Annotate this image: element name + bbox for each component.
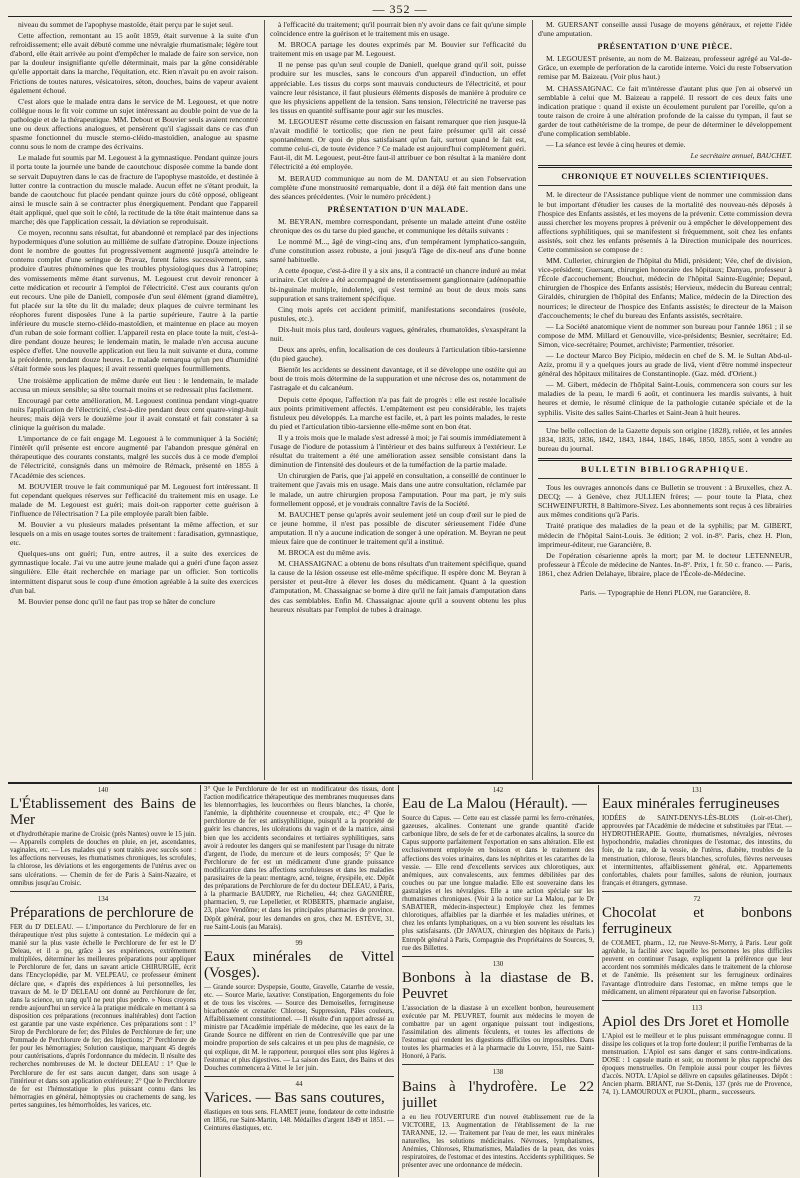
- printer-line: Paris. — Typographie de Henri PLON, rue Garancière, 8.: [579, 587, 751, 597]
- ad-text: Source du Capus. — Cette eau est classée parmi les ferro-crénatées, gazeuses, alcalines. Contenant une grande quantité d'acide carbonique libre, de sels de fer et de carbonates alcalins, la source du Capus supporte parfaitement l'exportation en sans altération. Elle est exclusivement employée en boisson et dans le traitement des affections des voies urinaires, dans les néphrites et les catarrhes de la vessie. — Elle rend d'excellents services aux chlorotiques, aux anémiques, aux convalescents, aux femmes débilitées par des couches ou par une longue maladie. Elle est souveraine dans les gastralgies et les névralgies. Elle a une action spéciale sur les rhumatismes chroniques. (Voir à la notice sur La Malou, par le Dr SABATIER, médecin-inspecteur.) Employée chez les femmes chlorotiques, affaiblies par la diarrhée et les maladies utérines, et chez les enfants lymphatiques, on a vu bien souvent les résultats les plus satisfaisants. (Dr JAVAUX, chirurgien des hôpitaux de Paris.) Entrepôt général à Paris, Compagnie des Propriétaires de Sources, 9, rue des Billettes.: [402, 815, 594, 952]
- chronique-heading: CHRONIQUE ET NOUVELLES SCIENTIFIQUES.: [561, 172, 769, 182]
- ad-number: 142: [492, 786, 504, 794]
- paragraph: Il y a trois mois que le malade s'est adressé à moi; je l'ai soumis immédiatement à l'usage de l'iodure de potassium à l'intérieur et des bains sulfureux à l'extérieur. Le résultat du traitement a été une amélioration assez sensible consistant dans la diminution de l'intensité des douleurs et de la tuméfaction de la partie malade.: [270, 432, 526, 470]
- ad-column-2: [204, 786, 394, 1176]
- paragraph: Un chirurgien de Paris, que j'ai appelé en consultation, a conseillé de continuer le traitement que j'avais mis en usage. Mais dans une autre consultation, réclamée par le malade, un autre chirurgien proposa l'amputation. Pour ma part, je m'y suis formellement opposé, et je voudrais connaître l'avis de la Société.: [270, 471, 526, 508]
- ad-headline: Apiol des Drs Joret et Homolle: [602, 1013, 790, 1030]
- ad-divider: [10, 891, 196, 892]
- paragraph: M. BROCA partage les doutes exprimés par M. Bouvier sur l'efficacité du traitement mis en usage par M. Legouest.: [270, 40, 526, 59]
- bulletin-note: Tous les ouvrages annoncés dans ce Bulletin se trouvent : à Bruxelles, chez A. DECQ; — à Genève, chez JULLIEN frères; — pour toute la Plata, chez SCHWEINFURTH, 8 Baltimore-Sivez. Les abonnements sont reçus à ces librairies aux mêmes conditions qu'à Paris.: [538, 483, 792, 520]
- paragraph: Dix-huit mois plus tard, douleurs vagues, générales, rhumatoïdes, s'exaspérant la nuit.: [270, 324, 526, 343]
- bulletin-entry: Traité pratique des maladies de la peau et de la syphilis; par M. GIBERT, médecin de l'hôpital Saint-Louis. 3e édition; 2 vol. in-8°. Paris, chez H. Plon, imprimeur-éditeur, rue Garancière, 8.: [538, 521, 792, 549]
- paragraph: Il ne pense pas qu'un seul couple de Daniell, quelque grand qu'il soit, puisse produire sur les muscles, sans le concours d'un appareil d'induction, un effet appréciable. Les tissus du corps sont mauvais conducteurs de l'électricité, et pour vaincre leur résistance, il faut plusieurs éléments disposés de manière à produire ce que les physiciens appellent de la tension. Sans tension, l'électricité ne traverse pas les tissus en quantité suffisante pour agir sur les muscles.: [270, 60, 526, 115]
- column-divider: [264, 20, 265, 780]
- paragraph: niveau du sommet de l'apophyse mastoïde, était perçu par le sujet seul.: [18, 20, 233, 29]
- paragraph: M. LEGOUEST résume cette discussion en faisant remarquer que rien jusque-là n'avait modifié le torticolis; que rien ne peut faire présumer qu'il ait cessé spontanément. Or quoi de plus satisfaisant qu'un fait, surtout quand le fait est, comme celui-ci, de toute évidence ? Ce malade est aujourd'hui complètement guéri. Faut-il, dit M. Legouest, peut-être faut-il attribuer ce bon résultat à la manière dont l'électricité a été employée.: [270, 116, 526, 172]
- ad-number: 113: [691, 1003, 703, 1012]
- ad-number: 99: [295, 938, 303, 947]
- ad-text: de COLMET, pharm., 12, rue Neuve-St-Merry, à Paris. Leur goût agréable, la facilité avec laquelle les personnes les plus difficiles peuvent en continuer l'usage, expliquent la préférence que leur accordent nos sommités médicales dans le traitement de la chlorose et de l'anémie. Ils présentent sur les ferrugineux ordinaires l'avantage d'introduire dans l'estomac, en même temps que le médicament, un aliment réparateur qui en favorise l'absorption.: [602, 940, 792, 996]
- gazette-notice: Une belle collection de la Gazette depuis son origine (1828), reliée, et les années 1834, 1835, 1836, 1842, 1843, 1844, 1845, 1846, 1850, 1855, sont à vendre au bureau du journal.: [538, 425, 792, 453]
- ad-column-3: [402, 786, 594, 1176]
- ad-headline: Chocolat et bonbons ferrugineux: [602, 905, 792, 938]
- ad-divider: [602, 891, 792, 892]
- ad-text: FER du D' DELEAU. — L'importance du Perchlorure de fer en thérapeutique n'est plus sujette à contestation. Le médecin qui a manié sur la plus vaste échelle le Perchlorure de fer est le D' Deleau, et il a pu, grâce à ses expériences, extrêmement multipliées, déterminer les meilleures préparations pour appliquer le Perchlorure de fer, dans un savant article CHIRURGIE, écrit dans l'Encyclopédie, par M. VELPEAU, ce professeur éminent déclare que, « d'après des expériences à lui personnelles, les travaux de M. le D' DELEAU ont donné au Perchlorure de fer, dans la science, un rang qu'il ne peut plus perdre. » Nous croyons rendre aujourd'hui un service à la pratique médicale en mettant à sa disposition ces préparations (reconnues inaltérables) dont l'action est garantie par une vaste expérience. Ces préparations sont : 1° Sirop de Perchlorure de fer; des Pilules de Perchlorure de fer; une Pommade de Perchlorure de fer; des Injections; 2° Perchlorure de fer pour les hémorragies; Solution caustique, marquant 45 degrés pour cautérisations, d'après l'ordonnance du médecin. Il résulte des recherches nombreuses de M. le docteur DELEAU : 1° Que le Perchlorure de fer est sans aucun danger, dans son usage à l'intérieur et dans son application extérieure; 2° Que le Perchlorure de fer est l'hémostatique le plus puissant connu dans les hémorragies en général, hémoptysies ou crachements de sang, les pertes sanguines, les hémorrhoïdes, les varices, etc.: [10, 923, 196, 1109]
- paragraph: Cette affection, remontant au 15 août 1859, était survenue à la suite d'un refroidissement; elle avait débuté comme une névralgie rhumatismale; légère tout d'abord, elle était arrivée au point d'empêcher le malade de faire son service, non par la douleur insignifiante qu'elle déterminait, mais par la gêne considérable qu'elle apportait dans la marche, l'équitation, etc. Rien n'avait pu en avoir raison. Frictions de toutes natures, vésicatoires, séton, douches, bains de vapeur avaient également échoué.: [10, 31, 258, 95]
- paragraph: à l'efficacité du traitement; qu'il pourrait bien n'y avoir dans ce fait qu'une simple coïncidence entre la guérison et le traitement mis en usage.: [270, 20, 526, 39]
- paragraph: M. LEGOUEST présente, au nom de M. Baizeau, professeur agrégé au Val-de-Grâce, un exemple de perforation de la carotide interne. Voici du reste l'observation remise par M. Baizeau. (Voir plus haut.): [538, 54, 792, 82]
- ad-divider: [402, 956, 594, 957]
- paragraph: C'est alors que le malade entra dans le service de M. Legouest, et que notre collègue nous le fit voir comme un sujet intéressant au double point de vue de la pathologie et de la thérapeutique. MM. Debout et Bouvier seuls avaient rencontré une ou deux affections analogues, et pensèrent qu'il s'agissait dans ce cas d'un spasme fonctionnel du muscle sterno-cléido-mastoïdien, analogue au spasme connu sous le nom de crampe des écrivains.: [10, 96, 258, 152]
- section-rule: [538, 185, 792, 186]
- paragraph: A cette époque, c'est-à-dire il y a six ans, il a contracté un chancre induré au méat urinaire. Cet ulcère a été accompagné de retentissement ganglionnaire (adénopathie bi-inguinale multiple, indolente), qui s'est terminé au bout de deux mois sans suppuration et sans traitement spécifique.: [270, 266, 526, 303]
- paragraph: M. BEYRAN, membre correspondant, présente un malade atteint d'une ostéite chronique des os du tarse du pied gauche, et communique les détails suivants :: [270, 216, 526, 235]
- paragraph: Cinq mois après cet accident primitif, manifestations secondaires (roséole, pustules, etc.).: [270, 304, 526, 323]
- paragraph: Bientôt les accidents se dessinent davantage, et il se développe une ostéite qui au bout de trois mois détermine de la suppuration et une nécrose des os, notamment de l'astragale et du calcanéum.: [270, 365, 526, 393]
- section-rule: [538, 165, 792, 168]
- paragraph: Quelques-uns ont guéri; l'un, entre autres, il a suite des exercices de gymnastique locale. J'ai vu une autre jeune malade qui a guéri d'une façon assez singulière. Elle était recherchée en mariage par un officier. Son torticolis intermittent disparut sous le coup d'une émotion agréable à la suite des exercices d'un bal.: [10, 549, 258, 595]
- ad-divider: [602, 1000, 792, 1001]
- ad-headline: Eaux minérales ferrugineuses: [602, 796, 780, 813]
- ad-column-1: [10, 786, 196, 1176]
- paragraph: M. Bouvier pense donc qu'il ne faut pas trop se hâter de conclure: [18, 596, 216, 606]
- paragraph: M. BAUCHET pense qu'après avoir seulement jeté un coup d'œil sur le pied de ce jeune homme, il n'est pas possible de discuter sérieusement l'idée d'une amputation. Il n'y a aucune indication de songer à une opération. M. Beyran ne peut mieux faire que de continuer le traitement qu'il a institué.: [270, 509, 526, 546]
- paragraph: — Le docteur Marco Bey Picipio, médecin en chef de S. M. le Sultan Abd-ul-Aziz, promu il y a quelques jours au grade de livâ, vient d'être nommé inspecteur général des hôpitaux militaires de Constantinople. (Gaz. méd. d'Orient.): [538, 351, 792, 379]
- ad-headline: Eau de La Malou (Hérault). —: [402, 796, 587, 813]
- column-2: [270, 20, 526, 778]
- signature: Le secrétaire annuel, BAUCHET.: [690, 151, 792, 161]
- paragraph: M. le directeur de l'Assistance publique vient de nommer une commission dans le but important d'étudier les causes de la mortalité des nouveau-nés déposés à l'hospice des Enfants assistés, et les moyens de la prévenir. Cette commission devra aussi chercher les moyens propres à prévenir ou à empêcher le développement des affections syphilitiques, qui se manifestent si fréquemment, soit chez les enfants assistés, soit chez les enfants présentés à la Direction municipale des nourrices. Cette commission se compose de :: [538, 190, 792, 254]
- ad-headline: Varices. — Bas sans coutures,: [204, 1089, 385, 1106]
- ad-headline: L'Établissement des Bains de Mer: [10, 796, 196, 829]
- ad-number: 134: [97, 894, 109, 903]
- paragraph: M. BOUVIER trouve le fait communiqué par M. Legouest fort intéressant. Il fut cependant quelques réserves sur l'efficacité du traitement mis en usage. Le malade de M. Legouest est guéri; mais doit-on rapporter cette guérison à l'influence de l'électrisation ? La pile employée paraît bien faible.: [10, 481, 258, 518]
- paragraph: M. Bouvier a vu plusieurs malades présentant la même affection, et sur lesquels on a mis en usage toutes sortes de traitement : faradisation, gymnastique, etc.: [10, 519, 258, 548]
- header-rule: [8, 16, 792, 17]
- ad-text: et d'hydrothérapie marine de Croisic (près Nantes) ouvre le 15 juin. — Appareils complets de douches en pluie, en jet, ascendantes, vaginales, etc. — Les malades qui y sont traités avec succès sont : les affections nerveuses, les rhumatismes chroniques, les scrofules, la chlorose, les déviations et les engorgements de l'utérus avec ou sans ulcérations. — Chemin de fer de Paris à Saint-Nazaire, et omnibus jusqu'au Croisic.: [10, 831, 196, 887]
- paragraph: M. CHASSAIGNAC. Ce fait m'intéresse d'autant plus que j'en ai observé un semblable à celui que M. Baizeau a rappelé. Il ressort de ces deux faits une indication pratique : quand il existe un écoulement purulent par l'oreille, qu'on a toute raison de croire à une altération profonde de la caisse du tympan, il faut se garder de tout cathétérisme de la trompe, de peur de déterminer le développement d'une complication semblable.: [538, 83, 792, 139]
- ad-text: IODÉES de SAINT-DENYS-LÈS-BLOIS (Loir-et-Cher), approuvées par l'Académie de médecine et substituées par l'Etat. — HYDROTHÉRAPIE. Goutte, rhumatismes, névralgies, névroses hypochondrie, maladies chroniques de l'estomac, des intestins, du foie, de la rate, de la vessie, de l'utérus, diabète, troubles de la menstruation, chlorose, fleurs blanches, scrofules, fièvres nerveuses et intermittentes, affaiblissement général, etc. Appartements confortables, chalets pour familles, salons de réunion, journaux français et étrangers, gymnase.: [602, 815, 792, 887]
- ad-text: a eu lieu l'OUVERTURE d'un nouvel établissement rue de la VICTOIRE, 13. Augmentation de l'établissement de la rue TARANNE, 12. — Traitement par l'eau de mer, les eaux minérales naturelles, les solutions médicinales. Névroses, lymphatismes, Anémies, Chloroses, Rhumatismes, Maladies de la peau, des voies respiratoires, de l'estomac et des intestins. Accidents syphilitiques. Se présenter avec une ordonnance de médecin.: [402, 1113, 594, 1170]
- paragraph: Deux ans après, enfin, localisation de ces douleurs à l'articulation tibio-tarsienne (du pied gauche).: [270, 345, 526, 364]
- ad-number: 140: [97, 786, 109, 794]
- ad-number: 131: [691, 786, 703, 794]
- paragraph: — M. Gibert, médecin de l'hôpital Saint-Louis, commencera son cours sur les maladies de la peau, le mardi 6 août, et continuera les mardis suivants, à huit heures et demie, le résumé clinique de la pathologie cutanée spéciale et de la syphilis. Visite des salles Saint-Charles et Saint-Jean à huit heures.: [538, 380, 792, 417]
- paragraph: M. BROCA est du même avis.: [278, 548, 371, 558]
- ad-divider: [204, 1076, 394, 1077]
- ad-column-4: [602, 786, 792, 1176]
- ad-divider: [204, 935, 394, 936]
- paragraph: Encouragé par cette amélioration, M. Legouest continua pendant vingt-quatre nuits l'application de l'électricité, c'est-à-dire pendant deux cent quatre-vingt-huit heures; mais déjà vers le douzième jour il avait constaté et fait constater à sa clinique la guérison du malade.: [10, 395, 258, 433]
- ad-headline: Préparations de perchlorure de: [10, 904, 194, 921]
- column-1: [10, 20, 258, 778]
- section-heading: PRÉSENTATION D'UN MALADE.: [327, 204, 469, 214]
- ad-divider-vertical: [398, 785, 399, 1177]
- ad-number: 44: [295, 1079, 303, 1088]
- bulletin-heading: BULLETIN BIBLIOGRAPHIQUE.: [580, 463, 750, 474]
- paragraph: — La séance est levée à cinq heures et demie.: [546, 140, 686, 150]
- ad-text: élastiques en tous sens. FLAMET jeune, fondateur de cette industrie en 1856, rue Saint-Martin, 148. Médailles d'argent 1849 et 1851. — Ceintures élastiques, etc.: [204, 1108, 394, 1133]
- ad-divider-vertical: [598, 785, 599, 1177]
- paragraph: L'importance de ce fait engage M. Legouest à le communiquer à la Société; l'intérêt qu'il présente est encore augmenté par l'abandon presque général en thérapeutique des courants constants, malgré les succès dus à ce mode d'emploi de l'électricité, consignés dans un mémoire de Rémack, présenté en 1855 à l'Académie des sciences.: [10, 434, 258, 480]
- paragraph: Ce moyen, reconnu sans résultat, fut abandonné et remplacé par des injections hypodermiques d'une solution au millième de sulfate d'atropine. Douze injections dont le nombre de gouttes fut progressivement augmenté jusqu'à atteindre le contenu complet d'une seringue de Pravaz, furent faites successivement, sans produire d'autres phénomènes que les troubles physiologiques dus à l'atropine; des vomissements même étant survenus, M. Legouest crut devoir renoncer à cette médication et recourir à l'emploi de l'électricité. C'est aux courants qu'on eut recours. Une pile de Daniell, composée d'un seul élément (grand diamètre), fut placée sur la tête du lit du malade; deux plaques de cuivre terminant les réophores furent disposées l'une à la partie supérieure, l'autre à la partie inférieure du muscle sterno-cléido-mastoïdien, et maintenue en place au moyen d'un ruban de soie formant collier. L'appareil resta en place toute la nuit, c'est-à-dire pendant douze heures; le lendemain matin, le malade n'en accusa aucune espèce d'effet. Une nouvelle application eut lieu la nuit suivante et dura, comme la précédente, pendant douze heures. Le malade remarqua qu'un peu d'humidité s'était formée sous les plaques; il avait ressenti quelques fourmillements.: [10, 228, 258, 374]
- ad-text: — Grande source: Dyspepsie, Goutte, Gravelle, Catarrhe de vessie, etc. — Source Marie, laxative: Constipation, Engorgements du foie et de tous les viscères. — Source des Demoiselles, ferrugineuse bicarbonatée et crenatée: Chlorose, Suppression, Pâles couleurs, Affaiblissement constitutionnel. — Il résulte d'un rapport adressé au ministre par l'Académie impériale de médecine, que les eaux de la Grande Source ne diffèrent en rien de Contrexéville que par une moindre proportion de sels calcaires et un peu plus de magnésie, ce qui explique, dit M. le rapporteur, pourquoi elles sont plus légères à l'estomac et plus digestives. — La saison des Eaux, des Bains et des Douches commencera à Vittel le 1er juin.: [204, 983, 394, 1072]
- paragraph: Depuis cette époque, l'affection n'a pas fait de progrès : elle est restée localisée aux points primitivement affectés. L'empâtement est peu considérable, les trajets fistuleux peu développés. La marche est facile, et, à part les points malades, le reste du pied et l'articulation tibio-tarsienne elle-même sont en bon état.: [270, 394, 526, 431]
- ad-headline: Bains à l'hydrofère. Le 22 juillet: [402, 1078, 594, 1111]
- ad-divider-vertical: [200, 785, 201, 1177]
- bulletin-entry: De l'opération césarienne après la mort; par M. le docteur LETENNEUR, professeur à l'École de médecine de Nantes. In-8°. Prix, 1 fr. 50 c. franco. — Paris, 1861, chez Adrien Delahaye, libraire, place de l'École-de-Médecine.: [538, 550, 792, 578]
- advertisements-rule: [8, 782, 792, 784]
- section-rule: [538, 458, 792, 461]
- section-rule: [538, 478, 792, 479]
- ad-headline: Bonbons à la diastase de B. Peuvret: [402, 969, 594, 1002]
- paragraph: Une troisième application de même durée eut lieu : le lendemain, le malade accusa un mieux sensible; sa tête tournait moins et se redressait plus facilement.: [10, 375, 258, 394]
- ad-text: L'association de la diastase à un excellent bonbon, heureusement exécutée par M. PEUVRET, fournit aux médecins le moyen de combattre par un agent organique puissant tout indigestions, l'assimilation des aliments féculents, et toutes les affections de l'estomac qui rendent les digestions difficiles ou impossibles. Dans toutes les pharmacies et à la pharmacie du Louvre, 151, rue Saint-Honoré, à Paris.: [402, 1004, 594, 1061]
- page-number: — 352 —: [372, 2, 428, 16]
- paragraph: MM. Cullerier, chirurgien de l'hôpital du Midi, président; Vée, chef de division, vice-président; Guersant, chirurgien honoraire des hôpitaux; Danyau, professeur à l'École d'accouchement; Bouchut, médecin de l'hôpital Sainte-Eugénie; Depaul, chirurgien de l'hospice des Enfants assistés; Hervieux, médecin du Bureau central; Giraldès, chirurgien de l'hôpital des Enfants; Malice, médecin de la Direction des nourrices; le directeur de l'hospice des Enfants assistés; le directeur de la Maison d'accouchements; le chef du bureau des Enfants assistés, secrétaire.: [538, 256, 792, 320]
- section-heading: PRÉSENTATION D'UNE PIÈCE.: [597, 42, 733, 52]
- column-3: [538, 20, 792, 778]
- paragraph: Le nommé M..., âgé de vingt-cinq ans, d'un tempérament lymphatico-sanguin, d'une constitution assez robuste, a joui jusqu'à l'âge de dix-neuf ans d'une bonne santé habituelle.: [270, 237, 526, 265]
- ad-number: 130: [492, 959, 504, 968]
- paragraph: M. BERAUD communique au nom de M. DANTAU et au sien l'observation complète d'une monstruosité remarquable, dont il a déjà été fait mention dans une des séances précédentes. (Voir le numéro précédent.): [270, 173, 526, 201]
- ad-headline: Eaux minérales de Vittel (Vosges).: [204, 948, 394, 981]
- paragraph: M. CHASSAIGNAC a obtenu de bons résultats d'un traitement spécifique, quand la cause de la lésion osseuse est elle-même spécifique. Il espère donc M. Beyran à persister et peut-être à élever les doses du médicament. Quant à la question d'amputation, M. Chassaignac se borne à dire qu'il ne fait jamais d'amputation dans des cas semblables. Enfin M. Chassaignac ajoute qu'il a souvent obtenu les plus heureux résultats par l'emploi de tubes à drainage.: [270, 559, 526, 614]
- ad-divider: [402, 1064, 594, 1065]
- paragraph: Le malade fut soumis par M. Legouest à la gymnastique. Pendant quinze jours il porta toute la journée une bande de caoutchouc disposée comme la bande dont se servait Dupuytren dans le cas de fracture de l'apophyse mastoïde, et destinée à lutter contre la contraction du muscle malade. Aucun effet ne s'étant produit, la bande de caoutchouc fut placée pendant quinze jours du côté opposé, obligeant ainsi le muscle sain à se contracter plus énergiquement. Pendant que l'appareil était appliqué, quel que soit le côté, la rectitude de la tête était maintenue dans sa marche; dès que l'application cessait, la déviation se reproduisait.: [10, 153, 258, 226]
- ad-number: 138: [492, 1068, 504, 1077]
- ad-text: L'Apiol est le meilleur et le plus puissant emménagogue connu. Il dissipe les coliques et la trop forte douleur; il purifie l'embarras de la menstruation. L'Apiol est sans danger et sans contre-indications. DOSE : 1 capsule matin et soir, ou moment le plus rapproché des époques menstruelles. On l'emploie aussi pour couper les fièvres d'accès. NOTA. L'Apiol se délivre en capsules gélatineuses. Dépôt : Ancien pharm. BRIANT, rue St-Denis, 137 (prés rue de Provence, 74, 1). LAMOUROUX et PUJOL, pharm., successeurs.: [602, 1032, 792, 1097]
- paragraph: M. GUERSANT conseille aussi l'usage de moyens généraux, et rejette l'idée d'une amputation.: [538, 20, 792, 39]
- ad-number: 72: [693, 894, 701, 903]
- section-rule: [538, 421, 792, 422]
- column-divider: [532, 20, 533, 780]
- paragraph: — La Société anatomique vient de nommer son bureau pour l'année 1861 ; il se compose de MM. Millard et Genouville, vice-présidents; Besnier, secrétaire; Ed. Simon, vice-secrétaire; Poumet, archiviste; Parmentier, trésorier.: [538, 321, 792, 349]
- ad-text: 3° Que le Perchlorure de fer est un modificateur des tissus, dont l'action modificatrice thérapeutique des membranes muqueuses dans les blennorrhagies, les leucorrhées ou fleurs blanches, la chorée, l'anémie, la diphthérite couenneuse et croupale, etc.; 4° Que le perchlorure de fer est antisyphilitique, puisqu'il a la propriété de guérir les chancres, les ulcérations du vagin et de la matrice, ainsi bien que les accidents secondaires et tertiaires syphilitiques, sans avoir à redouter les dangers qui se manifestent par l'usage du nitrate d'argent, de l'iode, du mercure et de leurs composés; 5° Que le Perchlorure de fer est un médicament d'une grande puissance modificatrice dans les affections scrofuleuses et dans les maladies parasitaires de la peau: mentagre, acné, teigne, érysipèle, etc. Dépôt des préparations de Perchlorure de fer du docteur DELEAU, à Paris, à la pharmacie BAUDRY, rue Richelieu, 44; chez GAGNIÈRE, pharmacien, 9, rue Lepelletier, et ROBERTS, pharmacie anglaise, 23, place Vendôme; et dans les principales pharmacies de province. Dépôt général, pour les demandes en gros, chez M. ESTÈVE, 31, rue Saint-Louis (au Marais).: [204, 786, 394, 931]
